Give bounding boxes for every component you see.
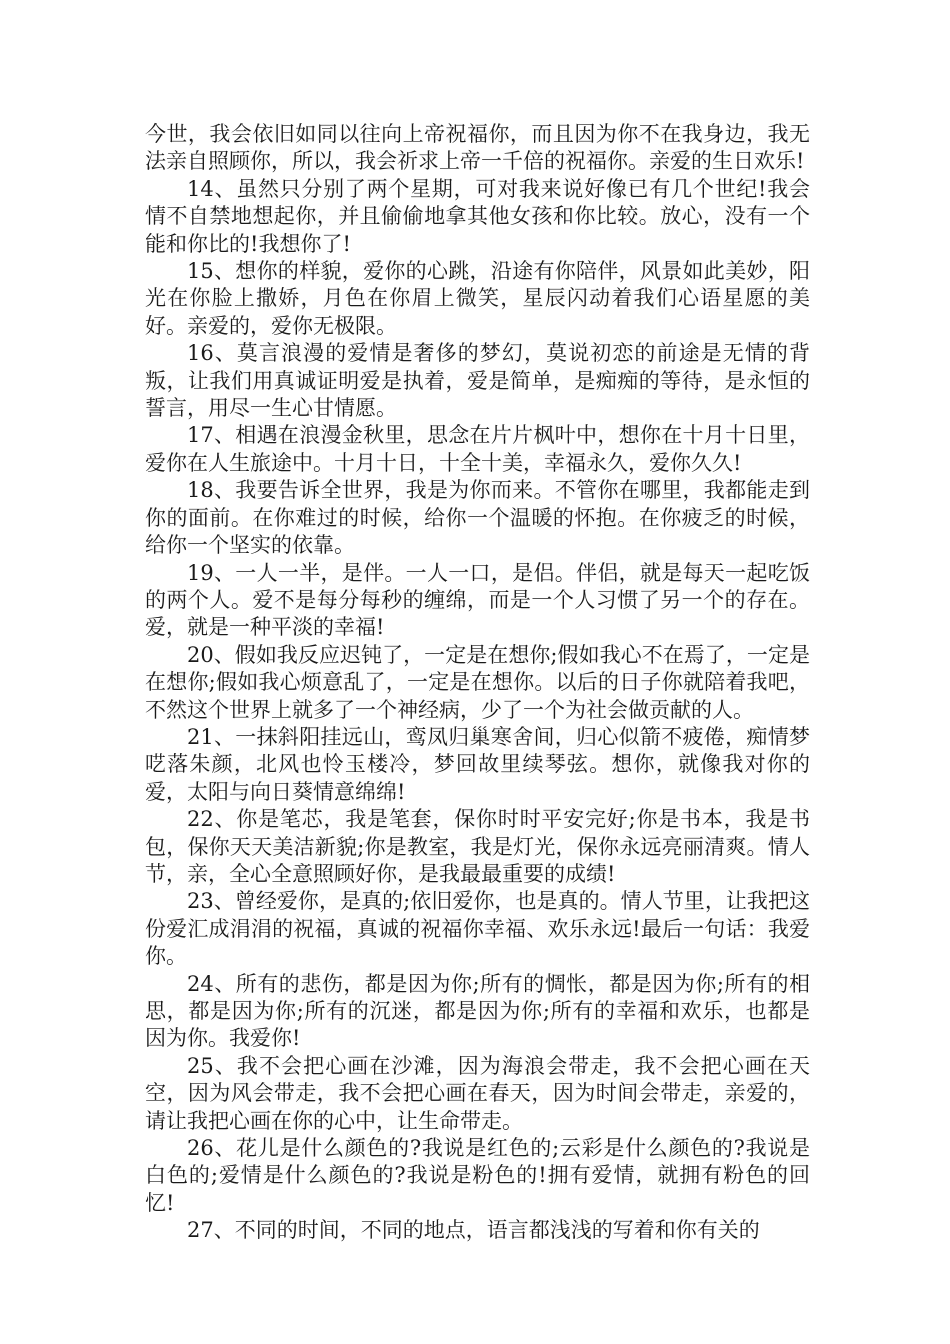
document-body [145, 121, 810, 1245]
paragraph-18: 18、我要告诉全世界，我是为你而来。不管你在哪里，我都能走到你的面前。在你难过的时候，给你一个温暖的怀抱。在你疲乏的时候，给你一个坚实的依靠。 [145, 478, 810, 558]
paragraph-25: 25、我不会把心画在沙滩，因为海浪会带走，我不会把心画在天空，因为风会带走，我不会把心画在春天，因为时间会带走，亲爱的，请让我把心画在你的心中，让生命带走。 [145, 1053, 810, 1133]
paragraph-27: 27、不同的时间，不同的地点，语言都浅浅的写着和你有关的 [187, 1218, 760, 1243]
paragraph-26: 26、花儿是什么颜色的?我说是红色的;云彩是什么颜色的?我说是白色的;爱情是什么颜色的?我说是粉色的!拥有爱情，就拥有粉色的回忆! [145, 1136, 810, 1215]
paragraph-continuation: 今世，我会依旧如同以往向上帝祝福你，而且因为你不在我身边，我无法亲自照顾你，所以，我会祈求上帝一千倍的祝福你。亲爱的生日欢乐! [145, 122, 810, 174]
paragraph-22: 22、你是笔芯，我是笔套，保你时时平安完好;你是书本，我是书包，保你天天美洁新貌;你是教室，我是灯光，保你永远亮丽清爽。情人节，亲，全心全意照顾好你，是我最最重要的成绩! [145, 807, 810, 886]
paragraph-20: 20、假如我反应迟钝了，一定是在想你;假如我心不在焉了，一定是在想你;假如我心烦意乱了，一定是在想你。以后的日子你就陪着我吧，不然这个世界上就多了一个神经病，少了一个为社会做贡献的人。 [145, 642, 810, 722]
paragraph-16: 16、莫言浪漫的爱情是奢侈的梦幻，莫说初恋的前途是无情的背叛，让我们用真诚证明爱是执着，爱是简单，是痴痴的等待，是永恒的誓言，用尽一生心甘情愿。 [145, 341, 810, 421]
paragraph-21: 21、一抹斜阳挂远山，鸾凤归巢寒舍间，归心似箭不疲倦，痴情梦呓落朱颜，北风也怜玉楼冷，梦回故里续琴弦。想你，就像我对你的爱，太阳与向日葵情意绵绵! [145, 724, 810, 804]
paragraph-17: 17、相遇在浪漫金秋里，思念在片片枫叶中，想你在十月十日里，爱你在人生旅途中。十月十日，十全十美，幸福永久，爱你久久! [145, 423, 810, 475]
paragraph-14: 14、虽然只分别了两个星期，可对我来说好像已有几个世纪!我会情不自禁地想起你，并且偷偷地拿其他女孩和你比较。放心，没有一个能和你比的!我想你了! [145, 176, 810, 256]
paragraph-23: 23、曾经爱你，是真的;依旧爱你，也是真的。情人节里，让我把这份爱汇成涓涓的祝福，真诚的祝福你幸福、欢乐永远!最后一句话：我爱你。 [145, 889, 810, 969]
paragraph-24: 24、所有的悲伤，都是因为你;所有的惆怅，都是因为你;所有的相思，都是因为你;所有的沉迷，都是因为你;所有的幸福和欢乐，也都是因为你。我爱你! [145, 971, 810, 1051]
paragraph-15: 15、想你的样貌，爱你的心跳，沿途有你陪伴，风景如此美妙，阳光在你脸上撒娇，月色在你眉上微笑，星辰闪动着我们心语星愿的美好。亲爱的，爱你无极限。 [145, 259, 810, 338]
paragraph-19: 19、一人一半，是伴。一人一口，是侣。伴侣，就是每天一起吃饭的两个人。爱不是每分每秒的缠绵，而是一个人习惯了另一个的存在。爱，就是一种平淡的幸福! [145, 560, 810, 640]
